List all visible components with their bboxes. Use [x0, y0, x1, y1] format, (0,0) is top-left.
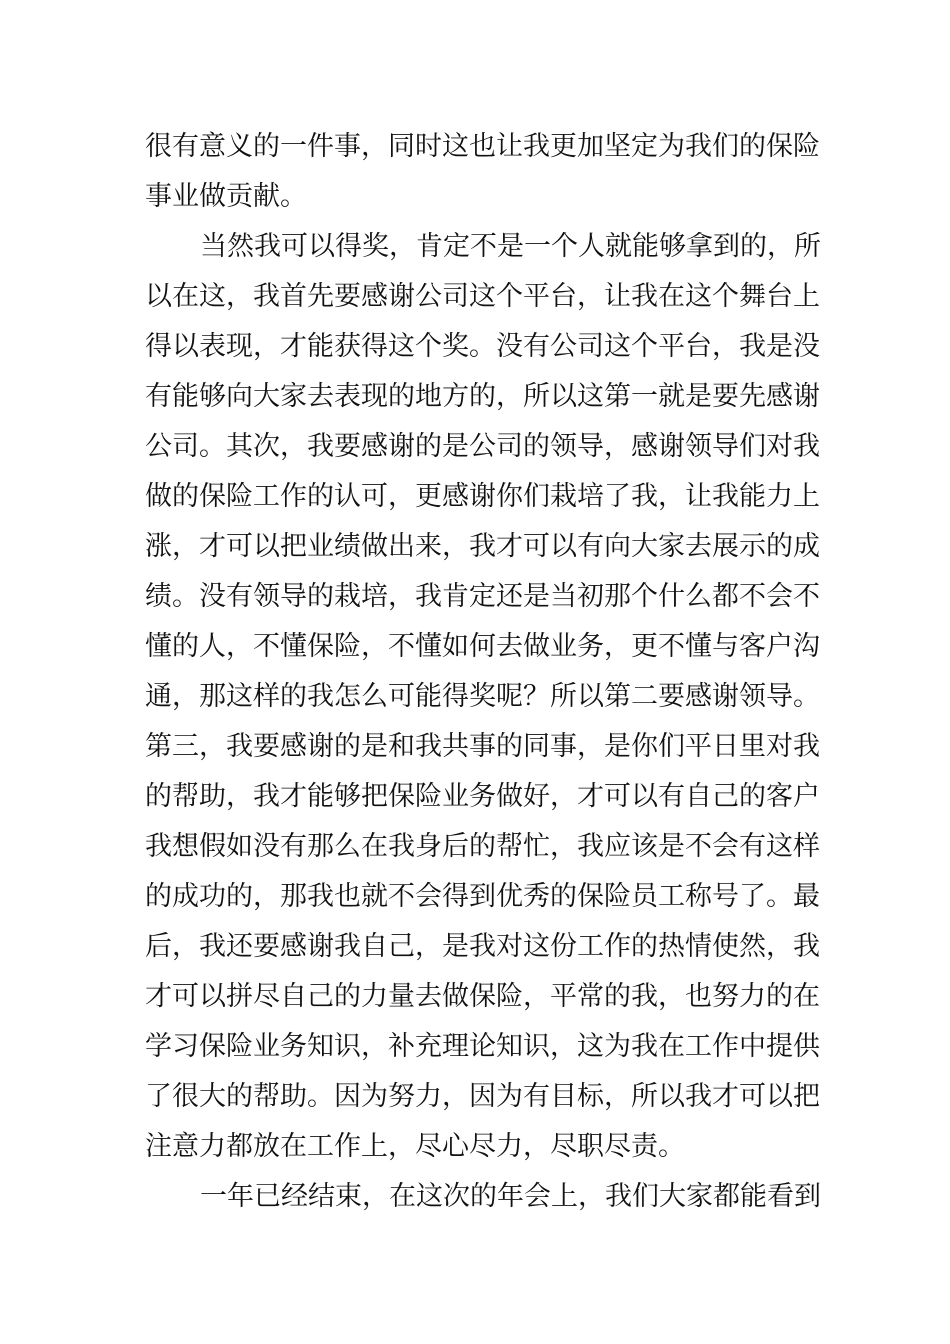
text-line-21: 注意力都放在工作上，尽心尽力，尽职尽责。 [145, 1131, 685, 1162]
body-text [145, 122, 821, 1222]
text-line-7: 公司。其次，我要感谢的是公司的领导，感谢领导们对我 [145, 431, 820, 462]
text-line-17: 后，我还要感谢我自己，是我对这份工作的热情使然，我 [145, 931, 820, 962]
text-line-11: 懂的人，不懂保险，不懂如何去做业务，更不懂与客户沟 [145, 631, 820, 662]
text-line-1: 很有意义的一件事，同时这也让我更加坚定为我们的保险 [145, 131, 820, 162]
text-line-13: 第三，我要感谢的是和我共事的同事，是你们平日里对我 [145, 731, 820, 762]
text-line-14: 的帮助，我才能够把保险业务做好，才可以有自己的客户 [145, 781, 820, 812]
text-line-9: 涨，才可以把业绩做出来，我才可以有向大家去展示的成 [145, 531, 820, 562]
text-line-2: 事业做贡献。 [145, 181, 307, 212]
paragraph-start-line: 当然我可以得奖，肯定不是一个人就能够拿到的，所 [200, 231, 821, 262]
text-line-18: 才可以拼尽自己的力量去做保险，平常的我，也努力的在 [145, 981, 820, 1012]
text-line-10: 绩。没有领导的栽培，我肯定还是当初那个什么都不会不 [145, 581, 820, 612]
text-line-5: 得以表现，才能获得这个奖。没有公司这个平台，我是没 [145, 331, 820, 362]
paragraph-start-line: 一年已经结束，在这次的年会上，我们大家都能看到 [200, 1181, 821, 1212]
text-line-6: 有能够向大家去表现的地方的，所以这第一就是要先感谢 [145, 381, 820, 412]
text-line-16: 的成功的，那我也就不会得到优秀的保险员工称号了。最 [145, 881, 820, 912]
text-line-15: 我想假如没有那么在我身后的帮忙，我应该是不会有这样 [145, 831, 820, 862]
text-line-19: 学习保险业务知识，补充理论知识，这为我在工作中提供 [145, 1031, 820, 1062]
text-line-8: 做的保险工作的认可，更感谢你们栽培了我，让我能力上 [145, 481, 820, 512]
text-line-4: 以在这，我首先要感谢公司这个平台，让我在这个舞台上 [145, 281, 820, 312]
text-line-20: 了很大的帮助。因为努力，因为有目标，所以我才可以把 [145, 1081, 820, 1112]
text-line-12: 通，那这样的我怎么可能得奖呢？所以第二要感谢领导。 [145, 681, 820, 712]
